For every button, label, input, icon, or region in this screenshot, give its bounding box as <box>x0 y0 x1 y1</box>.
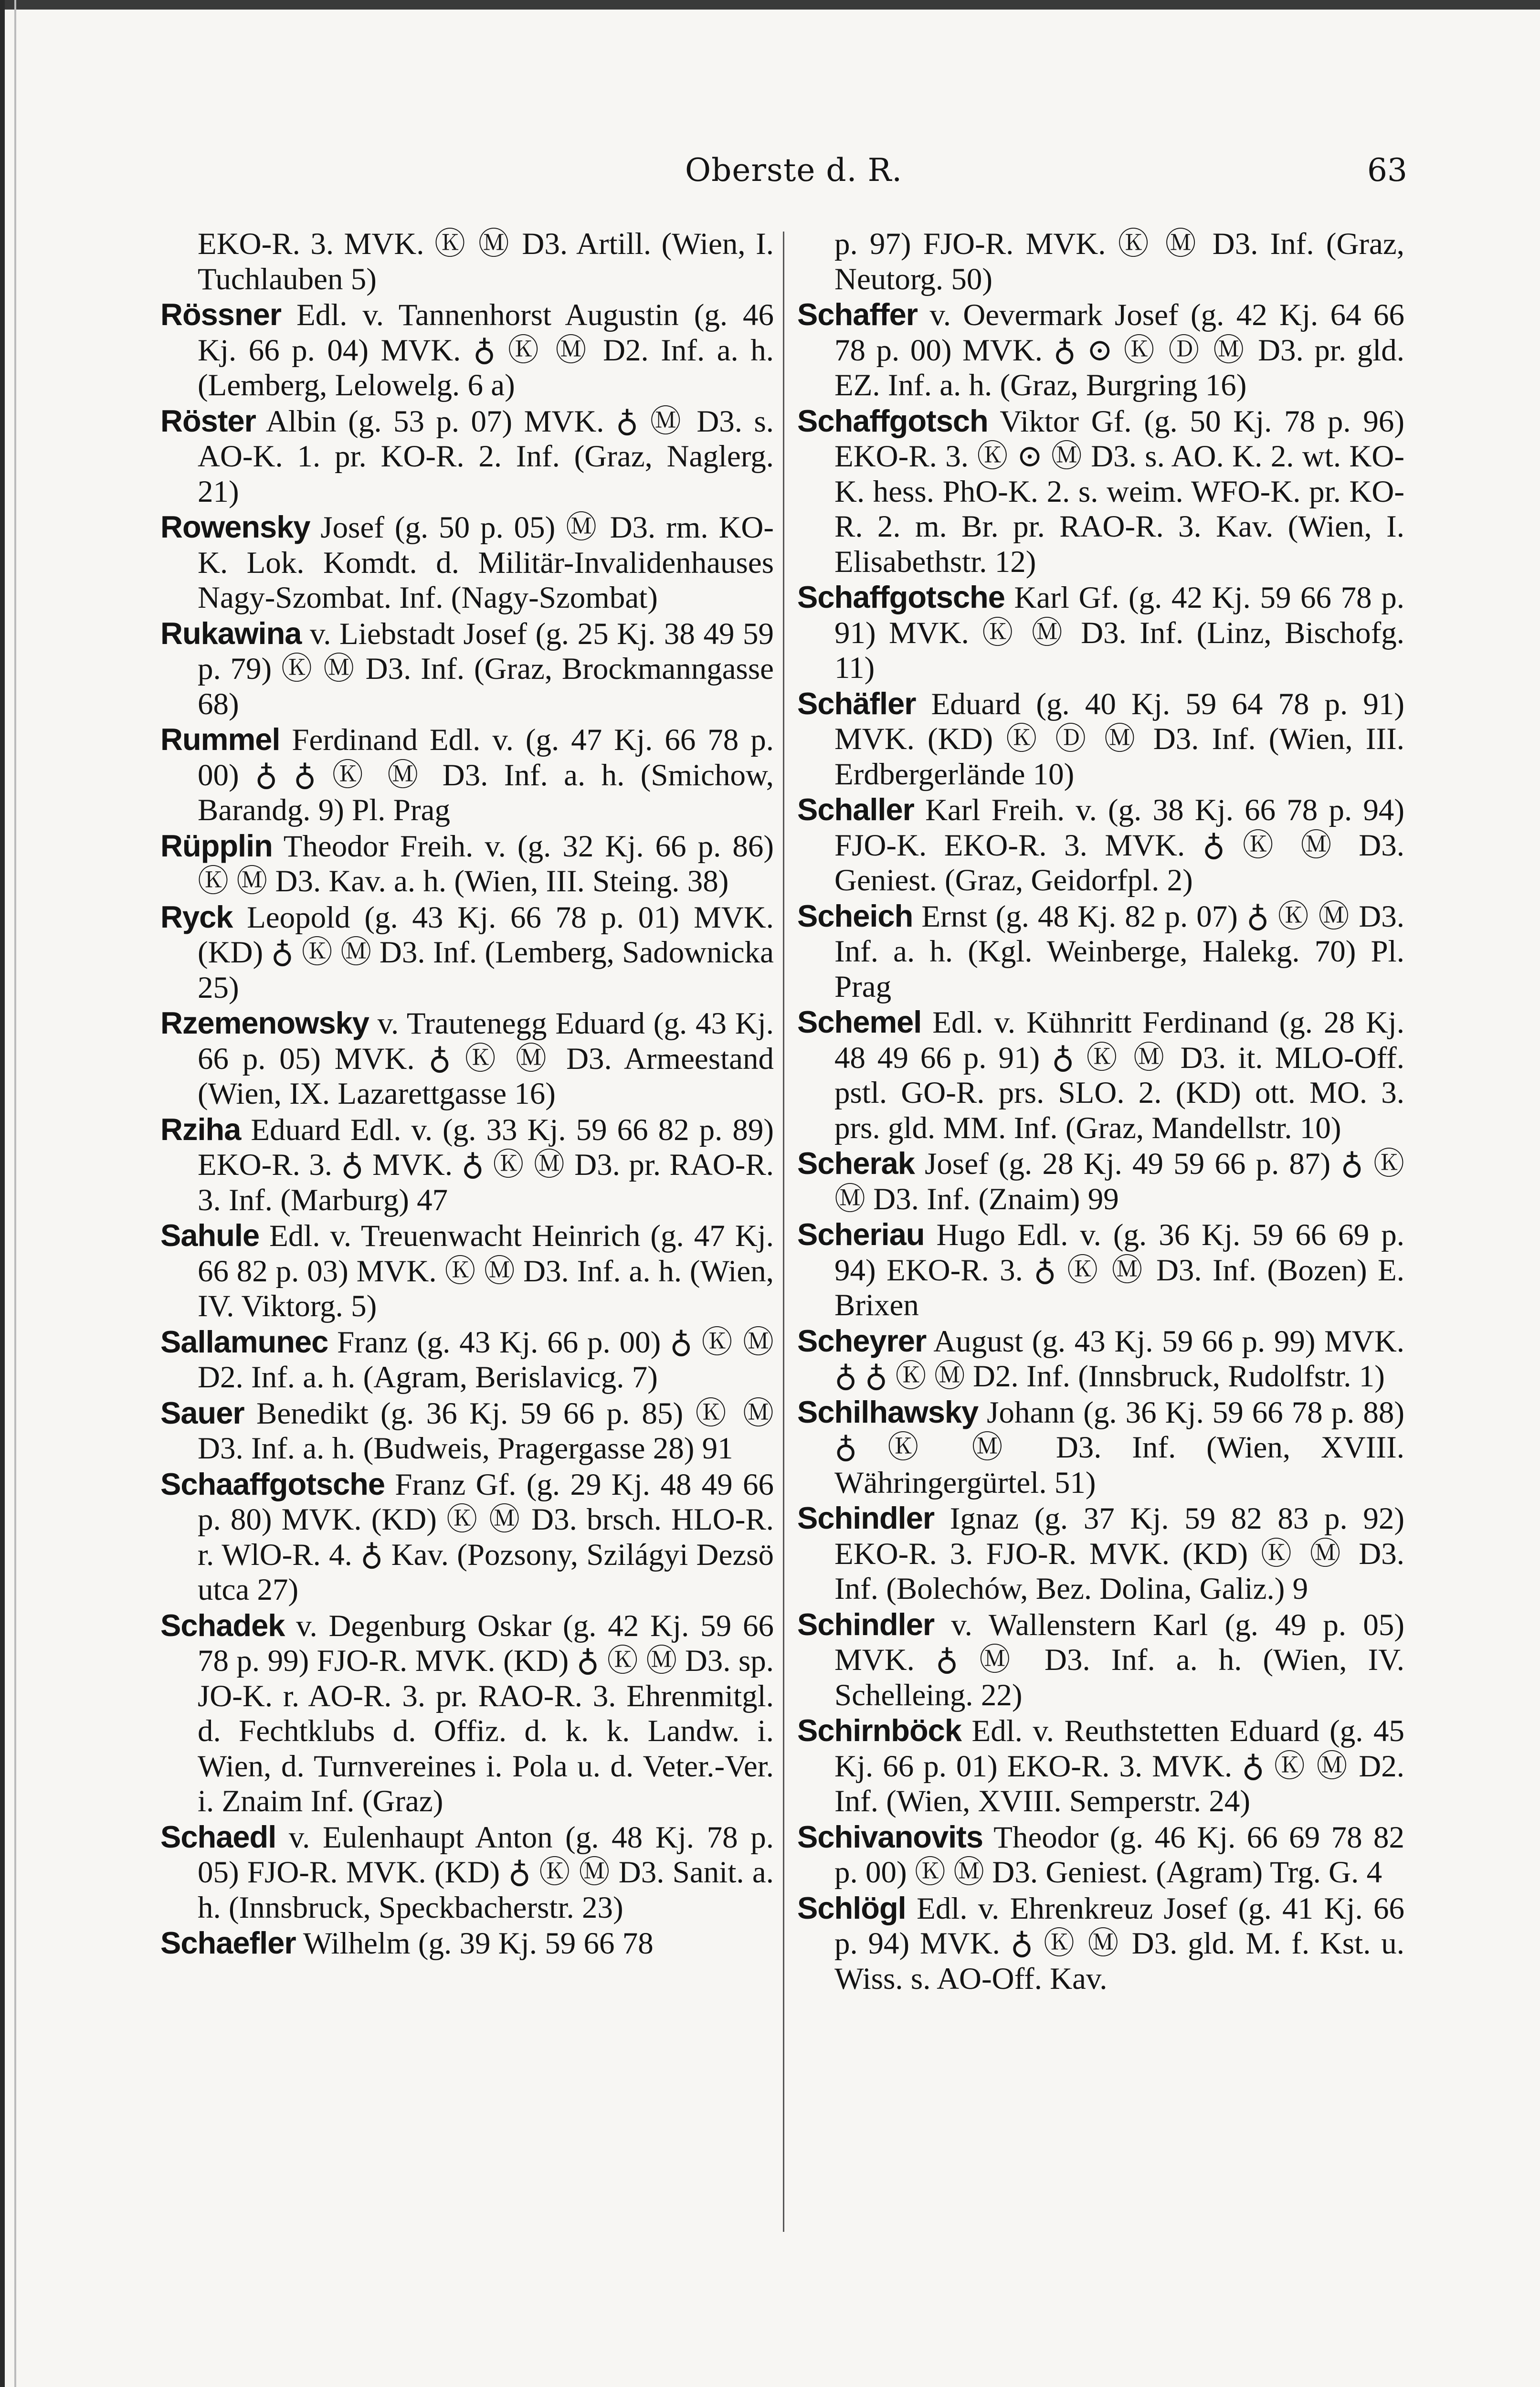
entry-text: v. Eulenhaupt Anton (g. 48 Kj. 78 p. 05) FJO-R. MVK. (KD) ♁ Ⓚ Ⓜ D3. Sanit. a. h. (Innsbruck, Speckbacherstr. 23) <box>198 1820 774 1925</box>
directory-entry <box>160 616 774 722</box>
entry-surname: Rüpplin <box>160 828 273 863</box>
entry-text: EKO-R. 3. MVK. Ⓚ Ⓜ D3. Artill. (Wien, I. Tuchlauben 5) <box>198 227 774 296</box>
entry-surname: Schaedl <box>160 1819 276 1854</box>
entry-text: Eduard Edl. v. (g. 33 Kj. 59 66 82 p. 89) EKO-R. 3. ♁ MVK. ♁ Ⓚ Ⓜ D3. pr. RAO-R. 3. Inf. (Marburg) 47 <box>198 1112 774 1217</box>
directory-entry <box>797 898 1404 1005</box>
entry-text: Edl. v. Ehrenkreuz Josef (g. 41 Kj. 66 p. 94) MVK. ♁ Ⓚ Ⓜ D3. gld. M. f. Kst. u. Wiss. s. AO-Off. Kav. <box>834 1891 1405 1996</box>
entry-text: Leopold (g. 43 Kj. 66 78 p. 01) MVK. (KD) ♁ Ⓚ Ⓜ D3. Inf. (Lemberg, Sadownicka 25) <box>198 900 774 1005</box>
directory-entry <box>797 792 1404 898</box>
entry-surname: Schaller <box>797 792 914 827</box>
directory-entry <box>160 828 774 899</box>
directory-entry <box>160 1112 774 1218</box>
entry-text: Wilhelm (g. 39 Kj. 59 66 78 <box>303 1926 654 1961</box>
column-divider <box>783 232 784 2232</box>
entry-surname: Sallamunec <box>160 1324 328 1359</box>
directory-entry <box>797 1394 1404 1501</box>
entry-surname: Scheyrer <box>797 1323 927 1358</box>
left-column <box>160 227 774 1962</box>
directory-entry <box>797 297 1404 403</box>
directory-entry <box>160 227 774 297</box>
entry-text: Theodor (g. 46 Kj. 66 69 78 82 p. 00) Ⓚ Ⓜ D3. Geniest. (Agram) Trg. G. 4 <box>834 1820 1404 1890</box>
entry-text: Franz (g. 43 Kj. 66 p. 00) ♁ Ⓚ Ⓜ D2. Inf. a. h. (Agram, Berislavicg. 7) <box>198 1325 774 1394</box>
entry-text: Karl Freih. v. (g. 38 Kj. 66 78 p. 94) FJO-K. EKO-R. 3. MVK. ♁ Ⓚ Ⓜ D3. Geniest. (Graz, Geidorfpl. 2) <box>834 793 1404 898</box>
directory-entry <box>797 1323 1404 1394</box>
directory-entry <box>160 1324 774 1395</box>
entry-text: Viktor Gf. (g. 50 Kj. 78 p. 96) EKO-R. 3. Ⓚ ⊙ Ⓜ D3. s. AO. K. 2. wt. KO-K. hess. PhO-K. 2. s. weim. WFO-K. pr. KO-R. 2. m. Br. pr. RAO-R. 3. Kav. (Wien, I. Elisabethstr. 12) <box>834 404 1404 579</box>
directory-entry <box>797 403 1404 580</box>
directory-entry <box>160 1608 774 1819</box>
directory-entry <box>797 1607 1404 1713</box>
directory-entry <box>160 722 774 828</box>
directory-entry <box>160 1819 774 1926</box>
entry-text: Karl Gf. (g. 42 Kj. 59 66 78 p. 91) MVK. Ⓚ Ⓜ D3. Inf. (Linz, Bischofg. 11) <box>834 581 1405 685</box>
directory-entry <box>797 1819 1404 1891</box>
entry-surname: Schemel <box>797 1004 922 1039</box>
entry-surname: Schirnböck <box>797 1713 961 1748</box>
entry-surname: Schaffer <box>797 297 918 332</box>
entry-text: v. Degenburg Oskar (g. 42 Kj. 59 66 78 p. 99) FJO-R. MVK. (KD) ♁ Ⓚ Ⓜ D3. sp. JO-K. r. AO-R. 3. pr. RAO-R. 3. Ehrenmitgl. d. Fechtklubs d. Offiz. d. k. k. Landw. i. Wien, d. Turnvereines i. Pola u. d. Veter.-Ver. i. Znaim Inf. (Graz) <box>198 1608 774 1818</box>
entry-text: v. Trautenegg Eduard (g. 43 Kj. 66 p. 05) MVK. ♁ Ⓚ Ⓜ D3. Armeestand (Wien, IX. Lazarettgasse 16) <box>198 1006 774 1111</box>
entry-surname: Röster <box>160 403 256 438</box>
entry-surname: Schadek <box>160 1607 285 1643</box>
entry-surname: Schindler <box>797 1606 935 1642</box>
directory-entry <box>160 1005 774 1112</box>
directory-entry <box>160 1218 774 1324</box>
entry-text: Edl. v. Kühnritt Ferdinand (g. 28 Kj. 48 49 66 p. 91) ♁ Ⓚ Ⓜ D3. it. MLO-Off. pstl. GO-R. prs. SLO. 2. (KD) ott. MO. 3. prs. gld. MM. Inf. (Graz, Mandellstr. 10) <box>834 1005 1404 1145</box>
directory-entry <box>797 1217 1404 1323</box>
entry-text: Josef (g. 50 p. 05) Ⓜ D3. rm. KO-K. Lok. Komdt. d. Militär-Invalidenhauses Nagy-Szombat. Inf. (Nagy-Szombat) <box>198 510 774 615</box>
directory-entry <box>160 1925 774 1962</box>
entry-text: Albin (g. 53 p. 07) MVK. ♁ Ⓜ D3. s. AO-K. 1. pr. KO-R. 2. Inf. (Graz, Naglerg. 21) <box>198 404 774 509</box>
entry-surname: Schaffgotsch <box>797 403 988 438</box>
directory-entry <box>160 509 774 616</box>
directory-entry <box>160 899 774 1006</box>
scan-left-edge <box>0 0 23 2387</box>
directory-entry <box>797 1004 1404 1146</box>
directory-entry <box>160 1467 774 1608</box>
entry-text: August (g. 43 Kj. 59 66 p. 99) MVK. ♁ ♁ Ⓚ Ⓜ D2. Inf. (Innsbruck, Rudolfstr. 1) <box>834 1324 1405 1394</box>
entry-text: Edl. v. Treuenwacht Heinrich (g. 47 Kj. 66 82 p. 03) MVK. Ⓚ Ⓜ D3. Inf. a. h. (Wien, IV. Viktorg. 5) <box>198 1219 774 1323</box>
running-head: Oberste d. R. <box>685 152 903 189</box>
entry-text: Franz Gf. (g. 29 Kj. 48 49 66 p. 80) MVK. (KD) Ⓚ Ⓜ D3. brsch. HLO-R. r. WlO-R. 4. ♁ Kav. (Pozsony, Szilágyi Dezsö utca 27) <box>198 1467 774 1607</box>
entry-text: Ernst (g. 48 Kj. 82 p. 07) ♁ Ⓚ Ⓜ D3. Inf. a. h. (Kgl. Weinberge, Halekg. 70) Pl. Prag <box>834 899 1404 1004</box>
entry-surname: Scheich <box>797 898 913 933</box>
directory-entry <box>160 403 774 510</box>
entry-surname: Scherak <box>797 1146 915 1181</box>
entry-surname: Rukawina <box>160 615 302 651</box>
entry-text: Josef (g. 28 Kj. 49 59 66 p. 87) ♁ Ⓚ Ⓜ D3. Inf. (Znaim) 99 <box>834 1147 1404 1216</box>
directory-entry <box>797 686 1404 792</box>
entry-text: Eduard (g. 40 Kj. 59 64 78 p. 91) MVK. (KD) Ⓚ Ⓓ Ⓜ D3. Inf. (Wien, III. Erdbergerlände 10) <box>834 687 1405 792</box>
entry-text: Benedikt (g. 36 Kj. 59 66 p. 85) Ⓚ Ⓜ D3. Inf. a. h. (Budweis, Pragergasse 28) 91 <box>198 1396 774 1466</box>
page-number: 63 <box>1367 152 1407 189</box>
entry-surname: Schindler <box>797 1500 935 1535</box>
directory-entry <box>160 297 774 403</box>
entry-text: Ferdinand Edl. v. (g. 47 Kj. 66 78 p. 00) ♁ ♁ Ⓚ Ⓜ D3. Inf. a. h. (Smichow, Barandg. 9) Pl. Prag <box>198 723 774 827</box>
entry-text: v. Oevermark Josef (g. 42 Kj. 64 66 78 p. 00) MVK. ♁ ⊙ Ⓚ Ⓓ Ⓜ D3. pr. gld. EZ. Inf. a. h. (Graz, Burgring 16) <box>834 298 1405 402</box>
entry-surname: Scheriau <box>797 1217 925 1252</box>
entry-text: Theodor Freih. v. (g. 32 Kj. 66 p. 86) Ⓚ Ⓜ D3. Kav. a. h. (Wien, III. Steing. 38) <box>198 829 774 898</box>
scan-top-edge <box>0 0 1540 10</box>
directory-entry <box>160 1395 774 1467</box>
entry-surname: Rzemenowsky <box>160 1005 369 1040</box>
directory-entry <box>797 1713 1404 1819</box>
entry-text: Ignaz (g. 37 Kj. 59 82 83 p. 92) EKO-R. 3. FJO-R. MVK. (KD) Ⓚ Ⓜ D3. Inf. (Bolechów, Bez. Dolina, Galiz.) 9 <box>834 1501 1405 1606</box>
entry-text: v. Liebstadt Josef (g. 25 Kj. 38 49 59 p. 79) Ⓚ Ⓜ D3. Inf. (Graz, Brockmanngasse 68) <box>198 616 774 721</box>
entry-surname: Schivanovits <box>797 1819 983 1854</box>
entry-text: Johann (g. 36 Kj. 59 66 78 p. 88) ♁ Ⓚ Ⓜ D3. Inf. (Wien, XVIII. Währingergürtel. 51) <box>834 1395 1405 1500</box>
entry-surname: Schilhawsky <box>797 1394 979 1429</box>
entry-surname: Rössner <box>160 297 282 332</box>
entry-surname: Schaefler <box>160 1925 296 1960</box>
entry-surname: Schaffgotsche <box>797 580 1005 614</box>
directory-entry <box>797 1500 1404 1607</box>
entry-surname: Ryck <box>160 899 233 934</box>
entry-text: Edl. v. Reuthstetten Eduard (g. 45 Kj. 66 p. 01) EKO-R. 3. MVK. ♁ Ⓚ Ⓜ D2. Inf. (Wien, XVIII. Semperstr. 24) <box>834 1714 1405 1818</box>
entry-surname: Sahule <box>160 1218 260 1253</box>
page-header <box>158 152 1407 195</box>
directory-entry <box>797 1146 1404 1217</box>
directory-entry <box>797 227 1404 297</box>
entry-surname: Schäfler <box>797 686 916 721</box>
entry-text: p. 97) FJO-R. MVK. Ⓚ Ⓜ D3. Inf. (Graz, Neutorg. 50) <box>834 227 1404 296</box>
entry-text: Hugo Edl. v. (g. 36 Kj. 59 66 69 p. 94) EKO-R. 3. ♁ Ⓚ Ⓜ D3. Inf. (Bozen) E. Brixen <box>834 1218 1404 1322</box>
entry-text: v. Wallenstern Karl (g. 49 p. 05) MVK. ♁ Ⓜ D3. Inf. a. h. (Wien, IV. Schelleing. 22) <box>834 1607 1404 1712</box>
entry-surname: Sauer <box>160 1395 244 1430</box>
entry-text: Edl. v. Tannenhorst Augustin (g. 46 Kj. 66 p. 04) MVK. ♁ Ⓚ Ⓜ D2. Inf. a. h. (Lemberg, Lelowelg. 6 a) <box>198 298 774 402</box>
entry-surname: Schlögl <box>797 1890 906 1925</box>
directory-entry <box>797 1891 1404 1997</box>
entry-surname: Rowensky <box>160 509 310 544</box>
entry-surname: Schaaffgotsche <box>160 1466 385 1501</box>
right-column <box>797 227 1404 1996</box>
entry-surname: Rummel <box>160 722 280 757</box>
directory-entry <box>797 580 1404 686</box>
entry-surname: Rziha <box>160 1111 241 1147</box>
